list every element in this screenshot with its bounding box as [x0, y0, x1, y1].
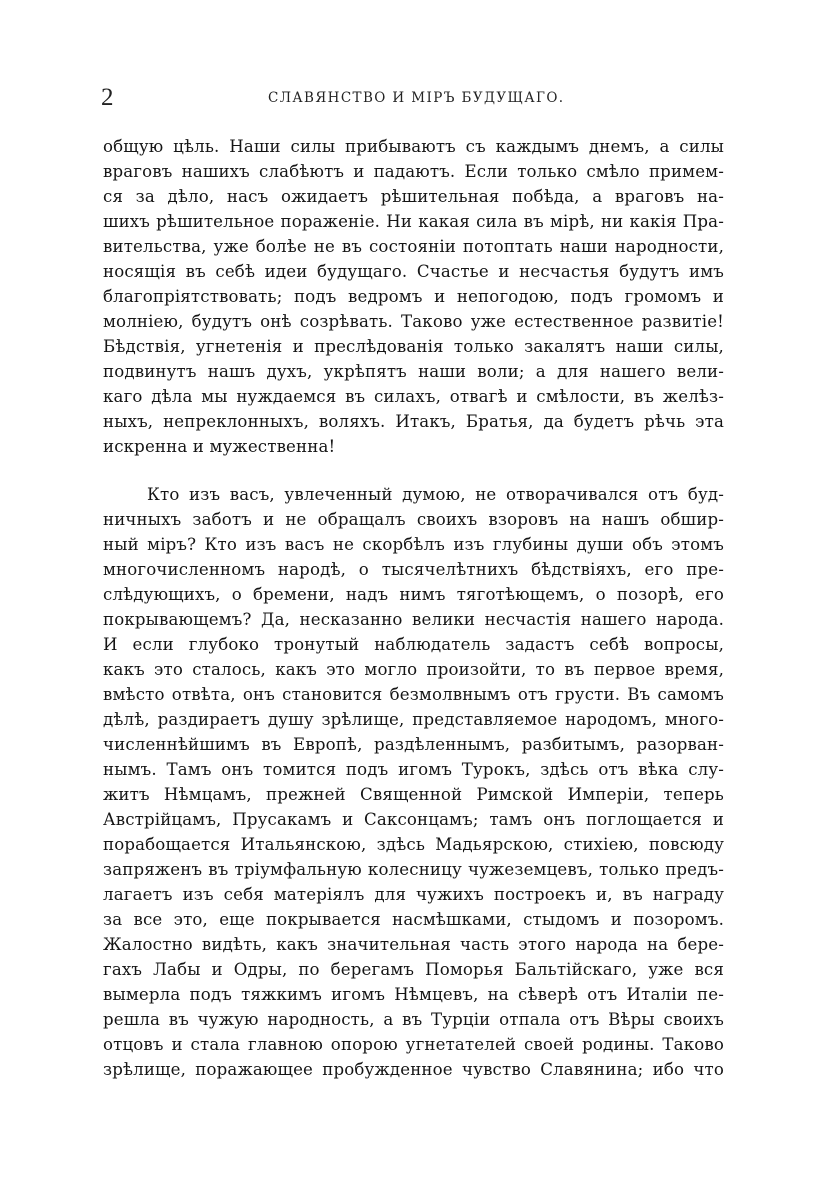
text-line: вительства, уже болѣе не въ состояніи потоптать наши народности,	[103, 237, 724, 256]
text-line: вымерла подъ тяжкимъ игомъ Нѣмцевъ, на сѣверѣ отъ Италіи пе-	[103, 985, 724, 1004]
text-line: численнѣйшимъ въ Европѣ, раздѣленнымъ, разбитымъ, разорван-	[103, 735, 724, 754]
text-line: подвинутъ нашъ духъ, укрѣпятъ наши воли; а для нашего вели-	[103, 362, 724, 381]
text-line: ныхъ, непреклонныхъ, воляхъ. Итакъ, Братья, да будетъ рѣчь эта	[103, 412, 724, 431]
text-line: носящія въ себѣ идеи будущаго. Счастье и несчастья будутъ имъ	[103, 262, 724, 281]
paragraph-1	[103, 134, 724, 459]
text-line: молніею, будутъ онѣ созрѣвать. Таково уже естественное развитіе!	[103, 312, 724, 331]
text-line: покрывающемъ? Да, несказанно велики несчастія нашего народа.	[103, 610, 724, 629]
page-number: 2	[101, 84, 114, 111]
text-line: И если глубоко тронутый наблюдатель задастъ себѣ вопросы,	[103, 635, 724, 654]
text-line: каго дѣла мы нуждаемся въ силахъ, отвагѣ и смѣлости, въ желѣз-	[103, 387, 724, 406]
text-line: житъ Нѣмцамъ, прежней Священной Римской Имперіи, теперь	[103, 785, 724, 804]
text-line: решла въ чужую народность, а въ Турціи отпала отъ Вѣры своихъ	[103, 1010, 724, 1029]
text-line: зрѣлище, поражающее пробужденное чувство Славянина; ибо что	[103, 1060, 724, 1079]
paragraph-2	[103, 482, 724, 1082]
text-line: гахъ Лабы и Одры, по берегамъ Поморья Бальтійскаго, уже вся	[103, 960, 724, 979]
running-title: СЛАВЯНСТВО И МІРЪ БУДУЩАГО.	[268, 90, 565, 106]
text-line: нымъ. Тамъ онъ томится подъ игомъ Турокъ, здѣсь отъ вѣка слу-	[103, 760, 724, 779]
text-line: запряженъ въ тріумфальную колесницу чужеземцевъ, только предъ-	[103, 860, 724, 879]
text-line: благопріятствовать; подъ ведромъ и непогодою, подъ громомъ и	[103, 287, 724, 306]
text-line: слѣдующихъ, о бремени, надъ нимъ тяготѣющемъ, о позорѣ, его	[103, 585, 724, 604]
text-line: ный міръ? Кто изъ васъ не скорбѣлъ изъ глубины души объ этомъ	[103, 535, 724, 554]
text-line: общую цѣль. Наши силы прибываютъ съ каждымъ днемъ, а силы	[103, 137, 724, 156]
text-line: Кто изъ васъ, увлеченный думою, не отворачивался отъ буд-	[147, 485, 724, 504]
text-line: за все это, еще покрывается насмѣшками, стыдомъ и позоромъ.	[103, 910, 724, 929]
text-line: ся за дѣло, насъ ожидаетъ рѣшительная побѣда, а враговъ на-	[103, 187, 724, 206]
text-line: враговъ нашихъ слабѣютъ и падаютъ. Если только смѣло примем-	[103, 162, 724, 181]
text-line: Жалостно видѣть, какъ значительная часть этого народа на бере-	[103, 935, 724, 954]
text-line: какъ это сталось, какъ это могло произойти, то въ первое время,	[103, 660, 724, 679]
text-line: Австрійцамъ, Прусакамъ и Саксонцамъ; тамъ онъ поглощается и	[103, 810, 724, 829]
text-line: многочисленномъ народѣ, о тысячелѣтнихъ бѣдствіяхъ, его пре-	[103, 560, 724, 579]
text-line: дѣлѣ, раздираетъ душу зрѣлище, представляемое народомъ, много-	[103, 710, 724, 729]
text-line: шихъ рѣшительное пораженіе. Ни какая сила въ мірѣ, ни какія Пра-	[103, 212, 724, 231]
text-line: искренна и мужественна!	[103, 437, 336, 456]
text-line: лагаетъ изъ себя матеріялъ для чужихъ построекъ и, въ награду	[103, 885, 724, 904]
text-line: вмѣсто отвѣта, онъ становится безмолвнымъ отъ грусти. Въ самомъ	[103, 685, 724, 704]
text-line: отцовъ и стала главною опорою угнетателей своей родины. Таково	[103, 1035, 724, 1054]
text-line: ничныхъ заботъ и не обращалъ своихъ взоровъ на нашъ обшир-	[103, 510, 724, 529]
text-line: порабощается Итальянскою, здѣсь Мадьярскою, стихіею, повсюду	[103, 835, 724, 854]
text-line: Бѣдствія, угнетенія и преслѣдованія только закалятъ наши силы,	[103, 337, 724, 356]
